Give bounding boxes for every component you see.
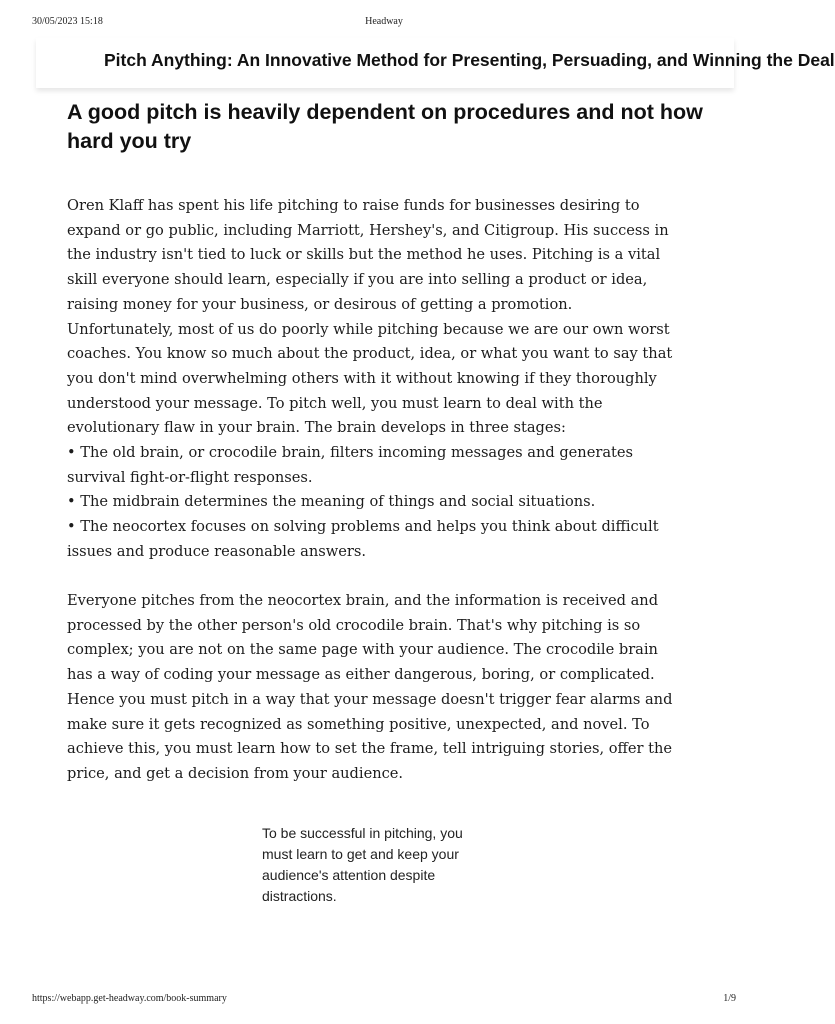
text-line: expand or go public, including Marriott, Hershey's, and Citigroup. His success in: [67, 221, 669, 239]
book-title-bar: [36, 38, 835, 88]
text-line: has a way of coding your message as either dangerous, boring, or complicated.: [67, 666, 655, 684]
bullet-line: • The old brain, or crocodile brain, filters incoming messages and generates: [67, 444, 634, 462]
print-footer: [32, 993, 736, 1007]
paragraph-1: [67, 194, 715, 565]
print-site-name: Headway: [365, 16, 403, 27]
summary-body: [67, 194, 715, 787]
text-line: raising money for your business, or desirous of getting a promotion.: [67, 295, 573, 313]
text-line: achieve this, you must learn how to set the frame, tell intriguing stories, offer the: [67, 740, 673, 758]
text-line: Everyone pitches from the neocortex brain, and the information is received and: [67, 592, 659, 610]
bullet-line: • The neocortex focuses on solving problems and helps you think about difficult: [67, 518, 659, 536]
text-line: issues and produce reasonable answers.: [67, 542, 366, 560]
pull-quote: [262, 823, 512, 907]
text-line: you don't mind overwhelming others with it without knowing if they thoroughly: [67, 369, 657, 387]
book-title: Pitch Anything: An Innovative Method for Presenting, Persuading, and Winning the Deal: [104, 50, 835, 70]
quote-line: To be successful in pitching, you: [262, 825, 463, 841]
text-line: complex; you are not on the same page with your audience. The crocodile brain: [67, 641, 658, 659]
quote-line: must learn to get and keep your: [262, 846, 459, 862]
text-line: Oren Klaff has spent his life pitching to raise funds for businesses desiring to: [67, 197, 640, 214]
text-line: coaches. You know so much about the product, idea, or what you want to say that: [67, 345, 673, 363]
paragraph-2: [67, 589, 715, 787]
text-line: skill everyone should learn, especially if you are into selling a product or idea,: [67, 271, 648, 289]
text-line: processed by the other person's old crocodile brain. That's why pitching is so: [67, 616, 641, 634]
text-line: survival fight-or-flight responses.: [67, 468, 313, 486]
text-line: Hence you must pitch in a way that your message doesn't trigger fear alarms and: [67, 690, 673, 708]
text-line: understood your message. To pitch well, you must learn to deal with the: [67, 394, 603, 412]
text-line: evolutionary flaw in your brain. The brain develops in three stages:: [67, 419, 566, 437]
chapter-heading: A good pitch is heavily dependent on procedures and not how hard you try: [67, 100, 703, 153]
print-date: 30/05/2023 15:18: [32, 16, 103, 27]
print-header: [32, 16, 736, 30]
quote-line: audience's attention despite: [262, 867, 436, 883]
page-number: 1/9: [723, 993, 736, 1004]
quote-line: distractions.: [262, 888, 337, 904]
bullet-line: • The midbrain determines the meaning of things and social situations.: [67, 493, 596, 511]
paragraph-spacer: [67, 565, 715, 590]
text-line: the industry isn't tied to luck or skills but the method he uses. Pitching is a vital: [67, 246, 661, 264]
text-line: Unfortunately, most of us do poorly while pitching because we are our own worst: [67, 320, 670, 338]
print-url: https://webapp.get-headway.com/book-summary: [32, 993, 227, 1004]
text-line: price, and get a decision from your audience.: [67, 764, 404, 782]
text-line: make sure it gets recognized as something positive, unexpected, and novel. To: [67, 715, 650, 733]
